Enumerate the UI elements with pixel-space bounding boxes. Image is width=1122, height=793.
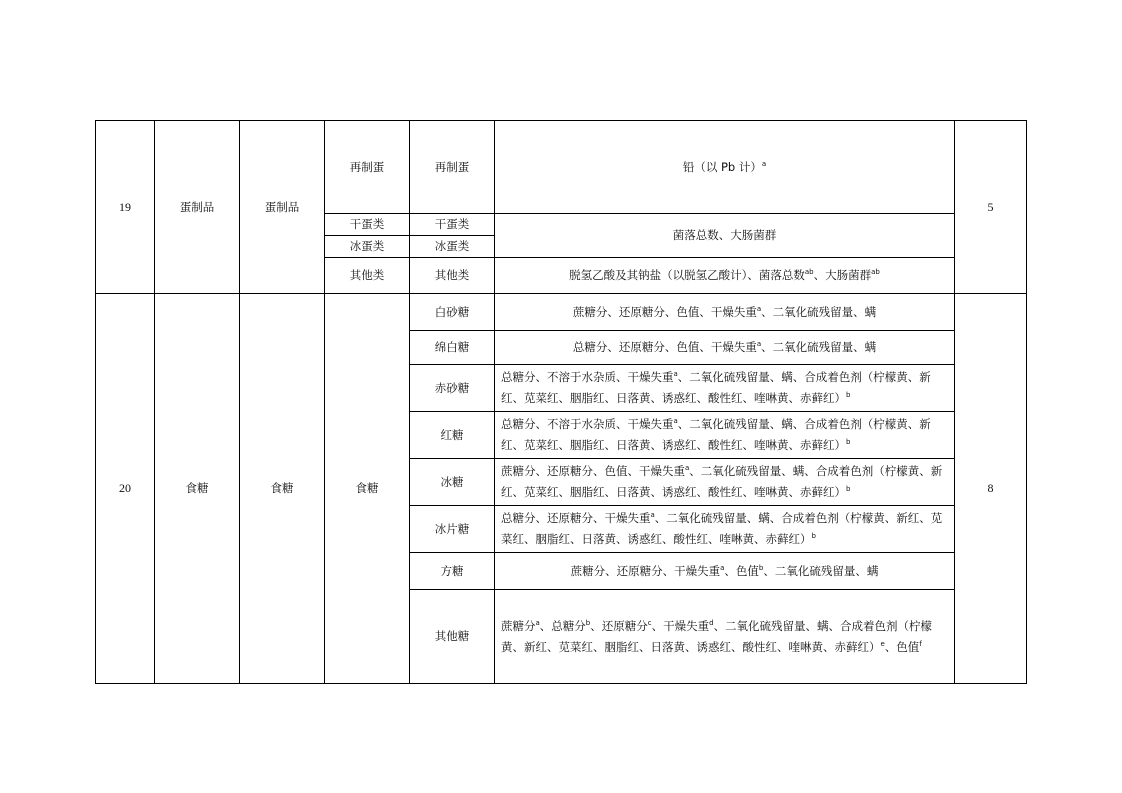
category-level-4: 其他类 [410,258,495,294]
inspection-items: 总糖分、还原糖分、干燥失重$^a$、二氧化硫残留量、螨、合成着色剂（柠檬黄、新红、苋菜红、胭脂红、日落黄、诱惑红、酸性红、喹啉黄、赤藓红）$^b$ [495,506,955,553]
category-level-4: 冰蛋类 [410,236,495,258]
category-level-2: 蛋制品 [240,121,325,294]
category-level-3: 食糖 [325,294,410,684]
category-level-1: 蛋制品 [155,121,240,294]
inspection-items: 蔗糖分、还原糖分、干燥失重$^a$、色值$^b$、二氧化硫残留量、螨 [495,553,955,590]
inspection-items: 总糖分、不溶于水杂质、干燥失重$^a$、二氧化硫残留量、螨、合成着色剂（柠檬黄、新红、苋菜红、胭脂红、日落黄、诱惑红、酸性红、喹啉黄、赤藓红）$^b$ [495,412,955,459]
item-count: 8 [955,294,1027,684]
category-level-4: 白砂糖 [410,294,495,331]
table-row [96,294,1027,331]
category-level-3: 干蛋类 [325,214,410,236]
row-number: 19 [96,121,155,294]
category-level-4: 干蛋类 [410,214,495,236]
inspection-items: 蔗糖分$^a$、总糖分$^b$、还原糖分$^c$、干燥失重$^d$、二氧化硫残留量、螨、合成着色剂（柠檬黄、新红、苋菜红、胭脂红、日落黄、诱惑红、酸性红、喹啉黄、赤藓红）$^e$、色值$^f$ [495,590,955,684]
table-row [96,121,1027,214]
row-number: 20 [96,294,155,684]
item-count: 5 [955,121,1027,294]
category-level-2: 食糖 [240,294,325,684]
category-level-1: 食糖 [155,294,240,684]
category-level-4: 冰糖 [410,459,495,506]
category-level-4: 再制蛋 [410,121,495,214]
inspection-items: 脱氢乙酸及其钠盐（以脱氢乙酸计）、菌落总数$^{ab}$、大肠菌群$^{ab}$ [495,258,955,294]
inspection-items: 蔗糖分、还原糖分、色值、干燥失重$^a$、二氧化硫残留量、螨、合成着色剂（柠檬黄、新红、苋菜红、胭脂红、日落黄、诱惑红、酸性红、喹啉黄、赤藓红）$^b$ [495,459,955,506]
category-level-4: 绵白糖 [410,331,495,365]
inspection-items: 铅（以 Pb 计）$^a$ [495,121,955,214]
inspection-items: 蔗糖分、还原糖分、色值、干燥失重$^a$、二氧化硫残留量、螨 [495,294,955,331]
inspection-items: 总糖分、不溶于水杂质、干燥失重$^a$、二氧化硫残留量、螨、合成着色剂（柠檬黄、新红、苋菜红、胭脂红、日落黄、诱惑红、酸性红、喹啉黄、赤藓红）$^b$ [495,365,955,412]
inspection-items: 菌落总数、大肠菌群 [495,214,955,258]
category-level-3: 再制蛋 [325,121,410,214]
category-level-3: 其他类 [325,258,410,294]
inspection-items-table [95,120,1027,684]
inspection-items: 总糖分、还原糖分、色值、干燥失重$^a$、二氧化硫残留量、螨 [495,331,955,365]
category-level-4: 其他糖 [410,590,495,684]
category-level-4: 赤砂糖 [410,365,495,412]
category-level-3: 冰蛋类 [325,236,410,258]
category-level-4: 冰片糖 [410,506,495,553]
category-level-4: 方糖 [410,553,495,590]
category-level-4: 红糖 [410,412,495,459]
